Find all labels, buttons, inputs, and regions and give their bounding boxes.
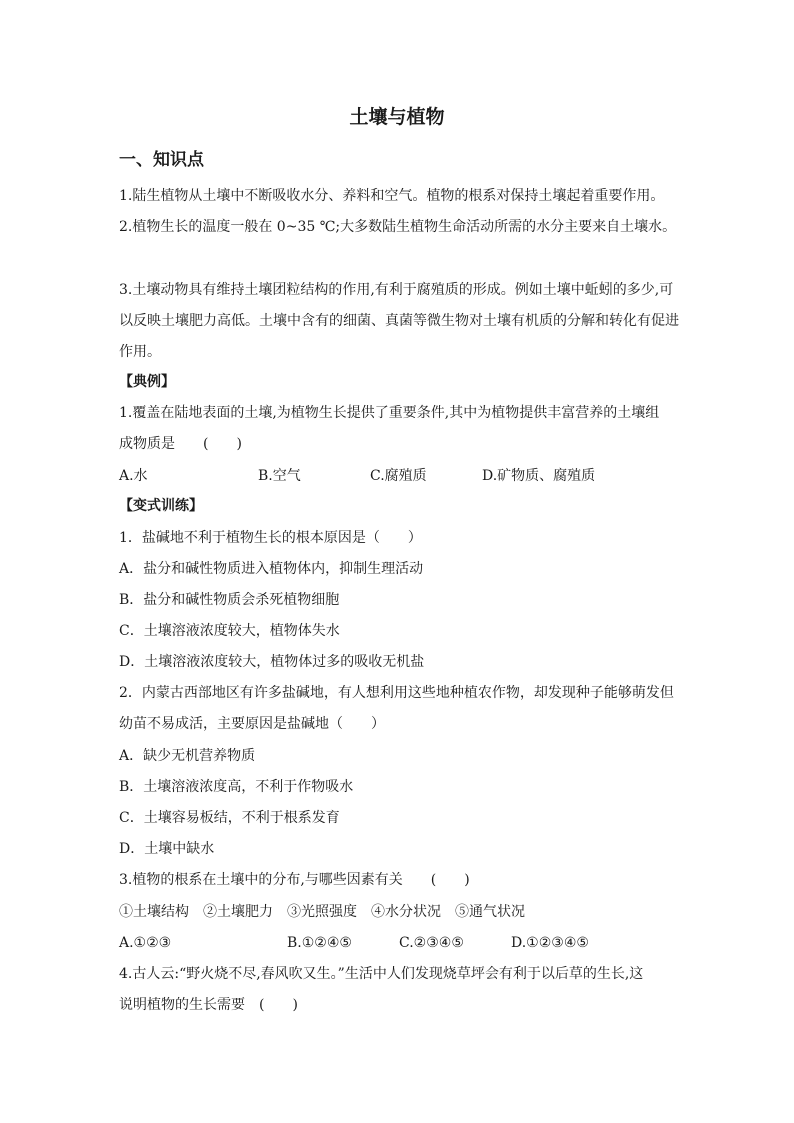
option-c: C.腐殖质 [370,468,427,484]
option-d: D.①②③④⑤ [511,935,589,951]
option-a: A.①②③ [119,935,172,951]
option-d: D.矿物质、腐殖质 [482,468,596,484]
example-question-1-line-2: 成物质是 ( ) [119,436,242,452]
example-question-1-options [119,466,679,486]
example-heading: 【典例】 [119,374,175,390]
option-a: A.水 [119,468,148,484]
training-q2-option-d: D．土壤中缺水 [119,841,215,857]
training-question-4-line-2: 说明植物的生长需要 ( ) [119,997,298,1013]
training-q1-option-a: A．盐分和碱性物质进入植物体内，抑制生理活动 [119,561,424,577]
option-b: B.空气 [258,468,301,484]
option-b: B.①②④⑤ [287,935,352,951]
training-question-2-line-2: 幼苗不易成活，主要原因是盐碱地（ ） [119,716,385,732]
training-q1-option-b: B．盐分和碱性物质会杀死植物细胞 [119,592,340,608]
option-c: C.②③④⑤ [399,935,464,951]
training-q1-option-d: D．土壤溶液浓度较大，植物体过多的吸收无机盐 [119,654,425,670]
example-question-1-line-1: 1.覆盖在陆地表面的土壤,为植物生长提供了重要条件,其中为植物提供丰富营养的土壤组 [119,405,660,421]
training-question-3-options [119,933,679,953]
training-heading: 【变式训练】 [119,498,203,514]
training-q1-option-c: C．土壤溶液浓度较大，植物体失水 [119,623,340,639]
knowledge-point-2: 2.植物生长的温度一般在 0~35 ℃;大多数陆生植物生命活动所需的水分主要来自土壤水。 [119,219,677,235]
training-q2-option-a: A．缺少无机营养物质 [119,748,256,764]
training-question-4-line-1: 4.古人云:“野火烧不尽,春风吹又生。”生活中人们发现烧草坪会有利于以后草的生长,这 [119,966,644,982]
page-title: 土壤与植物 [349,106,445,128]
training-q2-option-c: C．土壤容易板结，不利于根系发育 [119,810,340,826]
training-question-2-line-1: 2．内蒙古西部地区有许多盐碱地，有人想利用这些地种植农作物，却发现种子能够萌发但 [119,685,674,701]
knowledge-point-1: 1.陆生植物从土壤中不断吸收水分、养料和空气。植物的根系对保持土壤起着重要作用。 [119,188,665,204]
knowledge-point-3-line-2: 以反映土壤肥力高低。土壤中含有的细菌、真菌等微生物对土壤有机质的分解和转化有促进 [119,313,679,329]
training-question-3: 3.植物的根系在土壤中的分布,与哪些因素有关 ( ) [119,872,470,888]
training-q2-option-b: B．土壤溶液浓度高，不利于作物吸水 [119,779,354,795]
knowledge-point-3-line-3: 作用。 [119,344,161,360]
knowledge-point-3-line-1: 3.土壤动物具有维持土壤团粒结构的作用,有利于腐殖质的形成。例如土壤中蚯蚓的多少,可 [119,282,674,298]
training-question-1: 1．盐碱地不利于植物生长的根本原因是（ ） [119,530,422,546]
section-heading-knowledge: 一、知识点 [119,150,204,170]
training-q3-factors: ①土壤结构 ②土壤肥力 ③光照强度 ④水分状况 ⑤通气状况 [119,904,525,920]
